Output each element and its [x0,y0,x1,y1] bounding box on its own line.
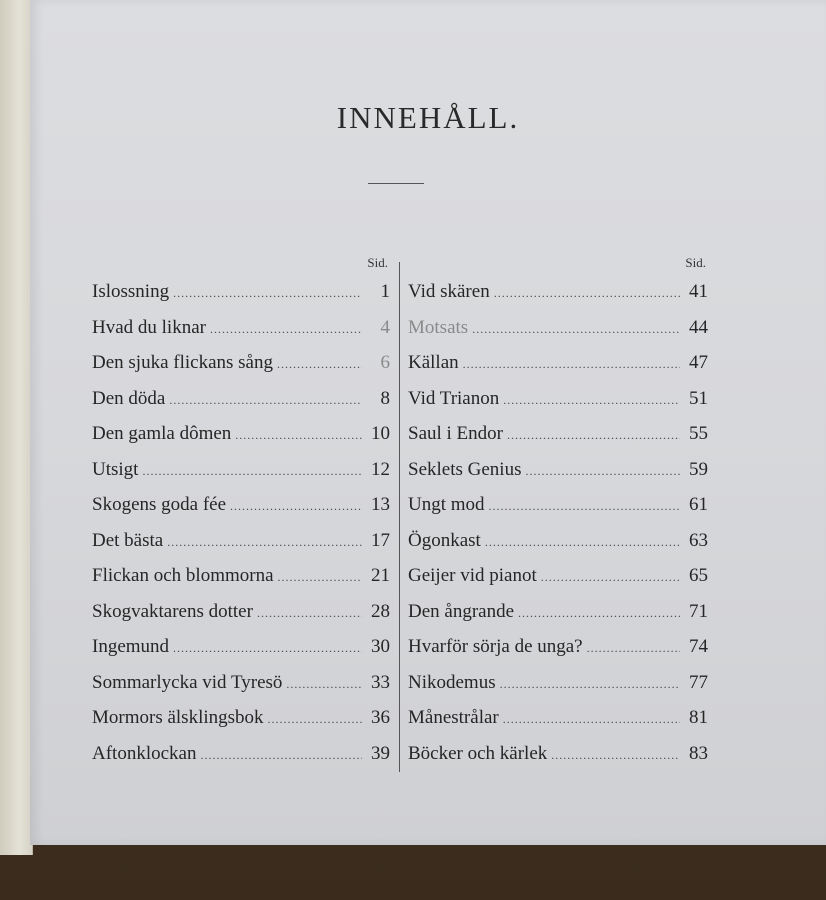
toc-entry [92,345,390,381]
toc-entry-page: 47 [689,352,708,373]
leader-dots [541,560,680,596]
toc-entry [408,700,708,736]
toc-entry [92,629,390,665]
toc-entry-page: 51 [689,387,708,409]
toc-entry-title: Motsats [408,316,469,338]
toc-entry [408,345,708,381]
leader-dots [277,347,362,383]
leader-dots [500,667,680,703]
toc-entry-title: Hvarför sörja de unga? [408,636,583,657]
leader-dots [503,702,680,738]
toc-entry-page: 4 [380,316,390,338]
leader-dots [169,383,362,419]
page-title: INNEHÅLL. [336,100,520,135]
toc-entry-title: Aftonklockan [92,742,197,764]
leader-dots [485,525,680,561]
toc-entry-title: Islossning [92,281,170,302]
toc-entry-page: 28 [371,600,390,622]
toc-entry [408,736,708,772]
toc-entry [92,700,390,736]
toc-entry-title: Flickan och blommorna [92,565,274,586]
toc-column-right [408,252,708,771]
toc-entry-page: 21 [371,565,390,586]
toc-entry-page: 65 [689,565,708,586]
toc-entry-page: 30 [371,636,390,657]
toc-entry-title: Det bästa [92,529,164,551]
toc-entry [408,310,708,346]
toc-entry [408,381,708,417]
leader-dots [587,631,680,667]
toc-entry-title: Den gamla dômen [92,423,232,444]
toc-entry-page: 33 [371,671,390,693]
toc-entry [92,487,390,523]
toc-entry-title: Skogvaktarens dotter [92,600,253,622]
toc-entry-page: 41 [689,281,708,302]
toc-entry-page: 55 [689,423,708,444]
toc-entry-title: Hvad du liknar [92,316,206,338]
toc-entry-page: 77 [689,671,708,693]
toc-entry-page: 10 [371,423,390,444]
toc-entry-page: 13 [371,494,390,515]
leader-dots [463,347,680,383]
toc-entry-title: Skogens goda fée [92,494,227,515]
toc-entry-page: 12 [371,458,390,480]
toc-entry-title: Ögonkast [408,529,481,551]
toc-entry-page: 8 [380,387,390,409]
toc-entry-title: Geijer vid pianot [408,565,537,586]
leader-dots [518,596,680,632]
toc-entry-page: 59 [689,458,708,480]
toc-entry-page: 61 [689,494,708,515]
leader-dots [257,596,362,632]
toc-entry [92,558,390,594]
leader-dots [167,525,362,561]
toc-entry-page: 63 [689,529,708,551]
toc-entry [408,665,708,701]
toc-entry [408,523,708,559]
leader-dots [489,489,680,525]
toc-entry-page: 17 [371,529,390,551]
leader-dots [200,738,362,774]
toc-entry-page: 74 [689,636,708,657]
leader-dots [472,312,680,348]
toc-entry [408,558,708,594]
toc-entry-page: 39 [371,742,390,764]
leader-dots [503,383,680,419]
toc-entry-title: Vid skären [408,281,490,302]
toc-entry [408,416,708,452]
toc-entry [92,452,390,488]
toc-entry [92,310,390,346]
toc-entry-title: Den döda [92,387,166,409]
toc-entry [92,381,390,417]
toc-entry-page: 36 [371,707,390,728]
left-page-edge [0,0,33,855]
leader-dots [268,702,362,738]
title-rule [368,183,424,184]
toc-entry-page: 83 [689,742,708,764]
leader-dots [173,631,362,667]
toc-entry-title: Böcker och kärlek [408,742,548,764]
toc-entry-title: Källan [408,352,459,373]
toc-entry-title: Den sjuka flickans sång [92,352,273,373]
toc-entry-title: Månestrålar [408,707,499,728]
toc-entry-page: 1 [380,281,390,302]
toc-entry [92,665,390,701]
leader-dots [230,489,362,525]
leader-dots [494,276,680,312]
toc-entry [92,594,390,630]
toc-entry-title: Nikodemus [408,671,496,693]
toc-entry [408,629,708,665]
toc-entry-title: Utsigt [92,458,139,480]
leader-dots [286,667,362,703]
toc-entry [92,736,390,772]
toc-entry-page: 6 [380,352,390,373]
leader-dots [278,560,362,596]
sid-label: Sid. [367,255,388,270]
toc-entry-page: 81 [689,707,708,728]
sid-label: Sid. [685,255,706,270]
toc-entry-page: 71 [689,600,708,622]
toc-entry-title: Saul i Endor [408,423,503,444]
toc-entry-page: 44 [689,316,708,338]
leader-dots [173,276,362,312]
toc-entry-title: Mormors älsklingsbok [92,707,264,728]
toc-entry [408,452,708,488]
book-page [30,0,826,845]
toc-entry [92,274,390,310]
toc-entry-title: Ingemund [92,636,170,657]
toc-entry [408,487,708,523]
toc-entry [408,594,708,630]
toc-entry [408,274,708,310]
toc-entry [92,416,390,452]
toc-entry-title: Vid Trianon [408,387,500,409]
toc-entry-title: Ungt mod [408,494,485,515]
toc-entry-title: Sommarlycka vid Tyresö [92,671,283,693]
leader-dots [142,454,362,490]
toc-entry-title: Den ångrande [408,600,515,622]
leader-dots [235,418,362,454]
column-divider [399,262,400,772]
leader-dots [551,738,680,774]
toc-entry [92,523,390,559]
leader-dots [507,418,680,454]
toc-entry-title: Seklets Genius [408,458,522,480]
leader-dots [525,454,680,490]
leader-dots [210,312,362,348]
toc-column-left [92,252,390,771]
